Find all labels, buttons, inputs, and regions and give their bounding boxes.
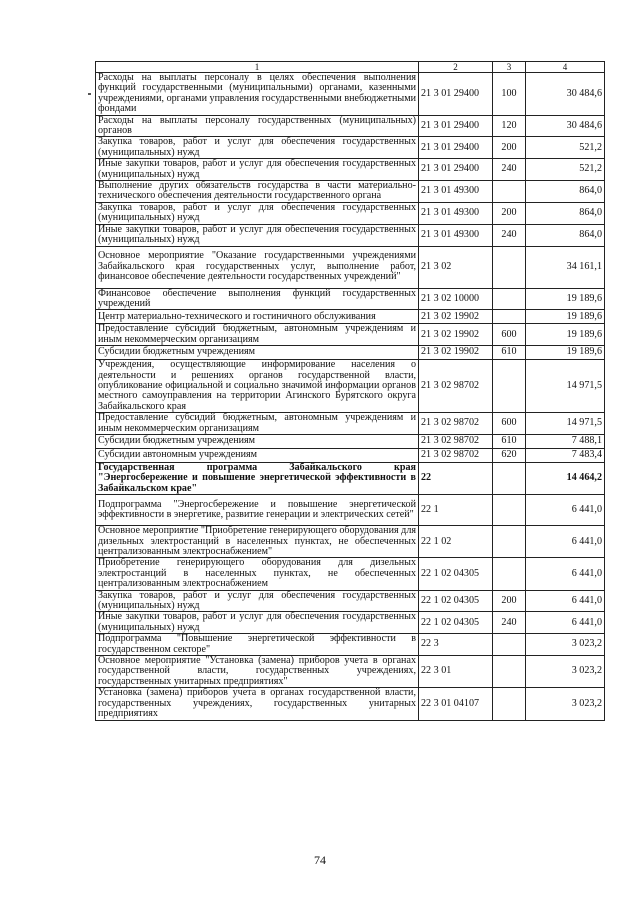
row-code-cell: 22 (419, 462, 493, 494)
table-row (96, 115, 605, 137)
table-row (96, 310, 605, 324)
row-amount-cell: 6 441,0 (526, 526, 605, 558)
row-code-cell: 21 3 01 29400 (419, 159, 493, 181)
row-amount-cell: 14 464,2 (526, 462, 605, 494)
row-code-cell: 21 3 02 19902 (419, 324, 493, 346)
row-name-cell: Основное мероприятие "Приобретение генерирующего оборудования для дизельных электростанций в населенных пунктах, не обеспеченных централизованным электроснабжением" (96, 526, 419, 558)
row-name-cell: Субсидии бюджетным учреждениям (96, 346, 419, 360)
table-row (96, 224, 605, 246)
header-col-1: 1 (96, 62, 419, 73)
row-name-cell: Иные закупки товаров, работ и услуг для обеспечения государственных (муниципальных) нужд (96, 224, 419, 246)
row-code-cell: 21 3 02 98702 (419, 360, 493, 413)
row-name-cell: Подпрограмма "Повышение энергетической эффективности в государственном секторе" (96, 634, 419, 656)
row-amount-cell: 3 023,2 (526, 688, 605, 720)
row-vr-cell: 100 (493, 73, 526, 116)
row-vr-cell: 200 (493, 137, 526, 159)
row-name-cell: Иные закупки товаров, работ и услуг для обеспечения государственных (муниципальных) нужд (96, 612, 419, 634)
row-code-cell: 22 1 (419, 495, 493, 526)
table-row (96, 137, 605, 159)
header-col-3: 3 (493, 62, 526, 73)
row-name-cell: Государственная программа Забайкальского края "Энергосбережение и повышение энергетической эффективности в Забайкальском крае" (96, 462, 419, 494)
header-col-2: 2 (419, 62, 493, 73)
row-amount-cell: 19 189,6 (526, 288, 605, 310)
row-amount-cell: 6 441,0 (526, 590, 605, 612)
table-row (96, 73, 605, 116)
row-amount-cell: 7 488,1 (526, 434, 605, 448)
table-row (96, 634, 605, 656)
row-vr-cell: 610 (493, 346, 526, 360)
row-amount-cell: 3 023,2 (526, 656, 605, 688)
row-code-cell: 21 3 01 49300 (419, 181, 493, 203)
row-name-cell: Приобретение генерирующего оборудования для дизельных электростанций в населенных пунктах, не обеспеченных централизованным электроснабжением (96, 558, 419, 590)
table-row (96, 324, 605, 346)
row-code-cell: 22 1 02 (419, 526, 493, 558)
row-code-cell: 22 1 02 04305 (419, 590, 493, 612)
row-amount-cell: 34 161,1 (526, 246, 605, 288)
row-name-cell: Центр материально-технического и гостиничного обслуживания (96, 310, 419, 324)
table-row (96, 590, 605, 612)
row-vr-cell (493, 558, 526, 590)
row-name-cell: Закупка товаров, работ и услуг для обеспечения государственных (муниципальных) нужд (96, 202, 419, 224)
row-amount-cell: 7 483,4 (526, 448, 605, 462)
table-row (96, 413, 605, 435)
row-code-cell: 22 1 02 04305 (419, 612, 493, 634)
row-code-cell: 21 3 02 (419, 246, 493, 288)
table-row (96, 181, 605, 203)
row-amount-cell: 864,0 (526, 202, 605, 224)
row-name-cell: Иные закупки товаров, работ и услуг для обеспечения государственных (муниципальных) нужд (96, 159, 419, 181)
row-vr-cell: 240 (493, 224, 526, 246)
row-name-cell: Предоставление субсидий бюджетным, автономным учреждениям и иным некоммерческим организациям (96, 413, 419, 435)
row-name-cell: Закупка товаров, работ и услуг для обеспечения государственных (муниципальных) нужд (96, 590, 419, 612)
table-row (96, 246, 605, 288)
row-amount-cell: 30 484,6 (526, 115, 605, 137)
table-row (96, 526, 605, 558)
row-amount-cell: 19 189,6 (526, 310, 605, 324)
row-vr-cell (493, 656, 526, 688)
row-amount-cell: 864,0 (526, 224, 605, 246)
row-name-cell: Закупка товаров, работ и услуг для обеспечения государственных (муниципальных) нужд (96, 137, 419, 159)
row-amount-cell: 3 023,2 (526, 634, 605, 656)
row-amount-cell: 19 189,6 (526, 324, 605, 346)
row-name-cell: Субсидии автономным учреждениям (96, 448, 419, 462)
table-row (96, 360, 605, 413)
row-vr-cell: 200 (493, 590, 526, 612)
row-vr-cell (493, 181, 526, 203)
row-code-cell: 22 3 01 (419, 656, 493, 688)
row-vr-cell (493, 634, 526, 656)
row-vr-cell: 240 (493, 159, 526, 181)
row-name-cell: Подпрограмма "Энергосбережение и повышение энергетической эффективности в энергетике, развитие генерации и электрических сетей" (96, 495, 419, 526)
row-amount-cell: 864,0 (526, 181, 605, 203)
margin-mark (88, 93, 91, 95)
row-code-cell: 21 3 02 98702 (419, 413, 493, 435)
row-vr-cell (493, 288, 526, 310)
table-row (96, 462, 605, 494)
row-code-cell: 21 3 01 29400 (419, 115, 493, 137)
row-amount-cell: 6 441,0 (526, 558, 605, 590)
row-code-cell: 22 3 01 04107 (419, 688, 493, 720)
row-name-cell: Расходы на выплаты персоналу в целях обеспечения выполнения функций государственными (муниципальными) органами, казенными учреждениями, органами управления государственными внебюджетными фондами (96, 73, 419, 116)
row-code-cell: 22 3 (419, 634, 493, 656)
row-name-cell: Выполнение других обязательств государства в части материально-технического обеспечения деятельности государственного органа (96, 181, 419, 203)
row-amount-cell: 30 484,6 (526, 73, 605, 116)
row-vr-cell: 120 (493, 115, 526, 137)
row-vr-cell (493, 688, 526, 720)
table-row (96, 448, 605, 462)
row-name-cell: Основное мероприятие "Оказание государственными учреждениями Забайкальского края государственных услуг, выполнение работ, финансовое обеспечение деятельности государственных учреждений" (96, 246, 419, 288)
row-code-cell: 21 3 02 19902 (419, 346, 493, 360)
row-code-cell: 21 3 02 10000 (419, 288, 493, 310)
budget-table (95, 61, 605, 721)
budget-table-body (96, 62, 605, 721)
row-name-cell: Финансовое обеспечение выполнения функций государственных учреждений (96, 288, 419, 310)
row-code-cell: 21 3 02 98702 (419, 448, 493, 462)
row-code-cell: 21 3 01 49300 (419, 202, 493, 224)
row-vr-cell: 240 (493, 612, 526, 634)
row-code-cell: 21 3 01 29400 (419, 137, 493, 159)
row-code-cell: 21 3 01 29400 (419, 73, 493, 116)
row-vr-cell: 200 (493, 202, 526, 224)
table-row (96, 558, 605, 590)
row-code-cell: 21 3 01 49300 (419, 224, 493, 246)
table-row (96, 159, 605, 181)
header-col-4: 4 (526, 62, 605, 73)
row-name-cell: Учреждения, осуществляющие информирование населения о деятельности и решениях органов государственной власти, опубликование официальной и социально значимой информации органов местного самоуправления на территории Агинского Бурятского округа Забайкальского края (96, 360, 419, 413)
table-row (96, 202, 605, 224)
row-amount-cell: 521,2 (526, 137, 605, 159)
table-row (96, 346, 605, 360)
row-name-cell: Субсидии бюджетным учреждениям (96, 434, 419, 448)
row-vr-cell: 600 (493, 324, 526, 346)
row-name-cell: Расходы на выплаты персоналу государственных (муниципальных) органов (96, 115, 419, 137)
row-code-cell: 21 3 02 98702 (419, 434, 493, 448)
row-amount-cell: 19 189,6 (526, 346, 605, 360)
row-name-cell: Основное мероприятие "Установка (замена) приборов учета в органах государственной власти, государственных учреждениях, государственных унитарных предприятиях" (96, 656, 419, 688)
row-vr-cell (493, 495, 526, 526)
row-vr-cell (493, 310, 526, 324)
row-vr-cell: 620 (493, 448, 526, 462)
table-row (96, 495, 605, 526)
page-number: 74 (314, 853, 326, 867)
row-name-cell: Предоставление субсидий бюджетным, автономным учреждениям и иным некоммерческим организациям (96, 324, 419, 346)
row-amount-cell: 14 971,5 (526, 360, 605, 413)
row-amount-cell: 521,2 (526, 159, 605, 181)
row-code-cell: 22 1 02 04305 (419, 558, 493, 590)
row-amount-cell: 6 441,0 (526, 495, 605, 526)
row-code-cell: 21 3 02 19902 (419, 310, 493, 324)
table-row (96, 656, 605, 688)
row-amount-cell: 6 441,0 (526, 612, 605, 634)
row-vr-cell (493, 526, 526, 558)
row-vr-cell: 610 (493, 434, 526, 448)
table-row (96, 688, 605, 720)
row-name-cell: Установка (замена) приборов учета в органах государственной власти, государственных учреждениях, государственных унитарных предприятиях (96, 688, 419, 720)
table-header-row (96, 62, 605, 73)
table-row (96, 612, 605, 634)
table-row (96, 288, 605, 310)
row-vr-cell (493, 462, 526, 494)
row-vr-cell (493, 246, 526, 288)
row-vr-cell: 600 (493, 413, 526, 435)
row-vr-cell (493, 360, 526, 413)
row-amount-cell: 14 971,5 (526, 413, 605, 435)
table-row (96, 434, 605, 448)
